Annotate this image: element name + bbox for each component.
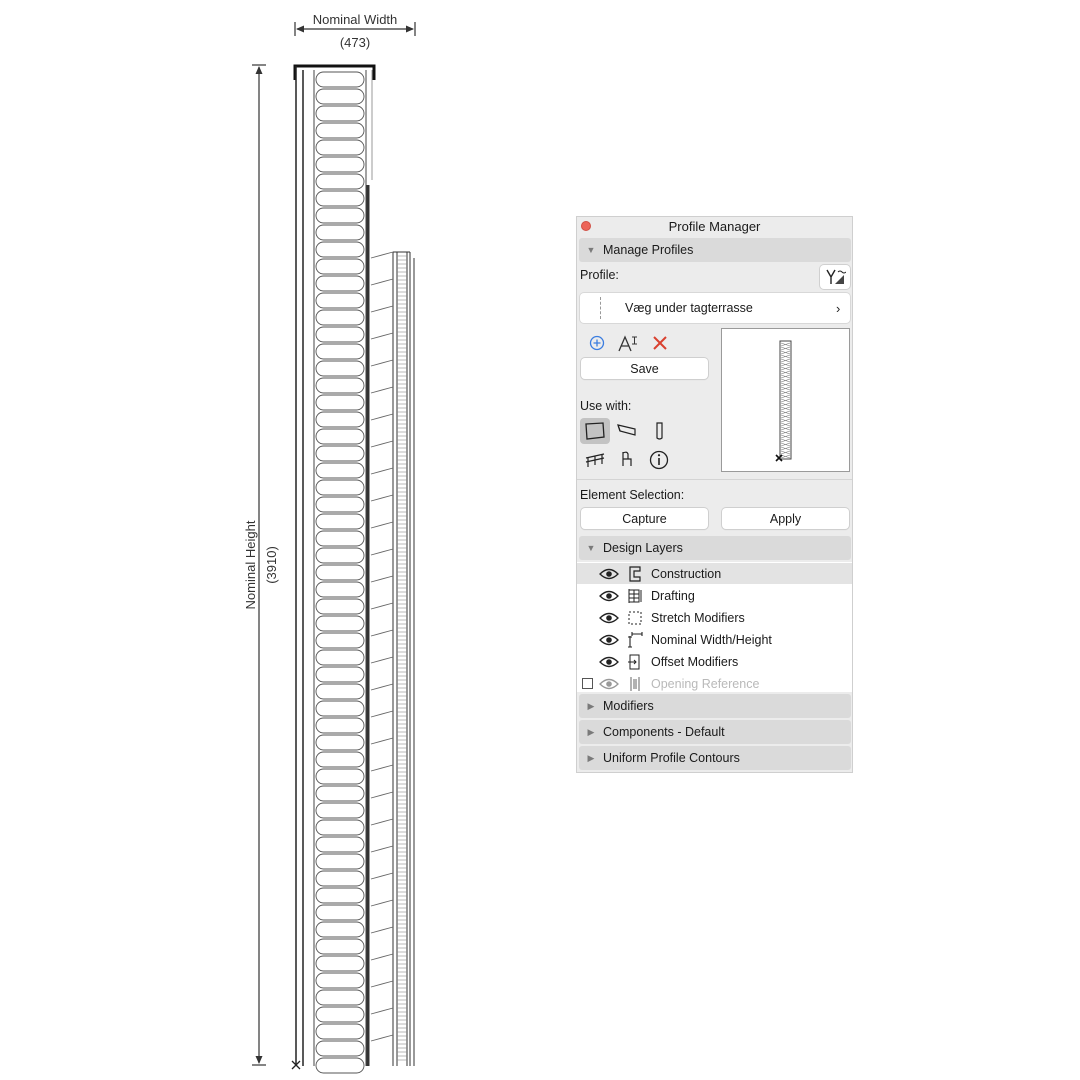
layer-row-drafting[interactable]: Drafting (577, 585, 852, 606)
chair-icon (616, 450, 638, 470)
eye-icon[interactable] (599, 567, 619, 581)
use-with-wall-button[interactable] (580, 418, 610, 444)
layer-row-nominal-width-height[interactable]: Nominal Width/Height (577, 629, 852, 650)
disclosure-open-icon: ▼ (586, 543, 596, 553)
profile-manager-palette (576, 216, 853, 773)
profile-preview (721, 328, 850, 472)
nominal-height-dimension (243, 65, 279, 1065)
profile-thumbnail-icon (600, 297, 611, 319)
layer-row-opening-reference[interactable]: Opening Reference (577, 673, 852, 694)
divider (577, 479, 852, 480)
profile-options-button[interactable] (820, 265, 850, 289)
railing-icon (584, 450, 606, 470)
nominal-width-value: (473) (339, 35, 371, 50)
manage-profiles-header[interactable]: ▼ Manage Profiles (579, 238, 851, 262)
column-icon (648, 421, 670, 441)
use-with-beam-button[interactable] (612, 418, 642, 444)
profile-selector[interactable] (580, 293, 850, 323)
eye-icon[interactable] (599, 677, 619, 691)
nominal-height-value: (3910) (264, 546, 279, 584)
save-button[interactable]: Save (581, 358, 708, 379)
modifiers-header[interactable]: ▶ Modifiers (579, 694, 851, 718)
design-layers-list (577, 562, 852, 692)
delete-profile-button[interactable] (650, 333, 670, 353)
apply-button[interactable]: Apply (722, 508, 849, 529)
nominal-height-label: Nominal Height (243, 520, 258, 610)
use-with-object-button[interactable] (612, 447, 642, 473)
rename-icon (617, 333, 639, 353)
eye-icon[interactable] (599, 655, 619, 669)
profile-name: Væg under tagterrasse (625, 301, 753, 315)
layer-row-offset-modifiers[interactable]: Offset Modifiers (577, 651, 852, 672)
offset-modifiers-icon (626, 653, 644, 671)
use-with-railing-button[interactable] (580, 447, 610, 473)
layer-row-stretch-modifiers[interactable]: Stretch Modifiers (577, 607, 852, 628)
nominal-width-label: Nominal Width (312, 12, 398, 27)
disclosure-closed-icon: ▶ (587, 700, 595, 711)
opening-reference-icon (626, 675, 644, 693)
disclosure-closed-icon: ▶ (587, 752, 595, 763)
nominal-width-dimension (295, 12, 415, 50)
palette-title: Profile Manager (668, 219, 761, 234)
drafting-icon (626, 587, 644, 605)
eye-icon[interactable] (599, 589, 619, 603)
capture-button[interactable]: Capture (581, 508, 708, 529)
use-with-column-button[interactable] (644, 418, 674, 444)
layer-row-construction[interactable]: Construction (577, 563, 852, 584)
uniform-profile-contours-header[interactable]: ▶ Uniform Profile Contours (579, 746, 851, 770)
design-layers-header[interactable]: ▼ Design Layers (579, 536, 851, 560)
beam-icon (616, 421, 638, 441)
delete-icon (652, 335, 668, 351)
element-selection-label: Element Selection: (580, 488, 685, 502)
profile-label: Profile: (580, 268, 619, 282)
disclosure-open-icon: ▼ (586, 245, 596, 255)
chevron-right-icon: › (836, 300, 841, 316)
stretch-modifiers-icon (626, 609, 644, 627)
palette-titlebar (577, 217, 852, 236)
profile-settings-icon (824, 268, 846, 286)
rename-profile-button[interactable] (617, 333, 639, 353)
use-with-info-button[interactable] (644, 447, 674, 473)
components-header[interactable]: ▶ Components - Default (579, 720, 851, 744)
use-with-label: Use with: (580, 399, 632, 413)
add-icon (589, 335, 605, 351)
layer-checkbox[interactable] (582, 678, 593, 689)
add-profile-button[interactable] (587, 334, 607, 352)
eye-icon[interactable] (599, 633, 619, 647)
construction-icon (626, 565, 644, 583)
nominal-size-icon (626, 631, 644, 649)
disclosure-closed-icon: ▶ (587, 726, 595, 737)
eye-icon[interactable] (599, 611, 619, 625)
wall-icon (584, 421, 606, 441)
info-icon (648, 449, 670, 471)
